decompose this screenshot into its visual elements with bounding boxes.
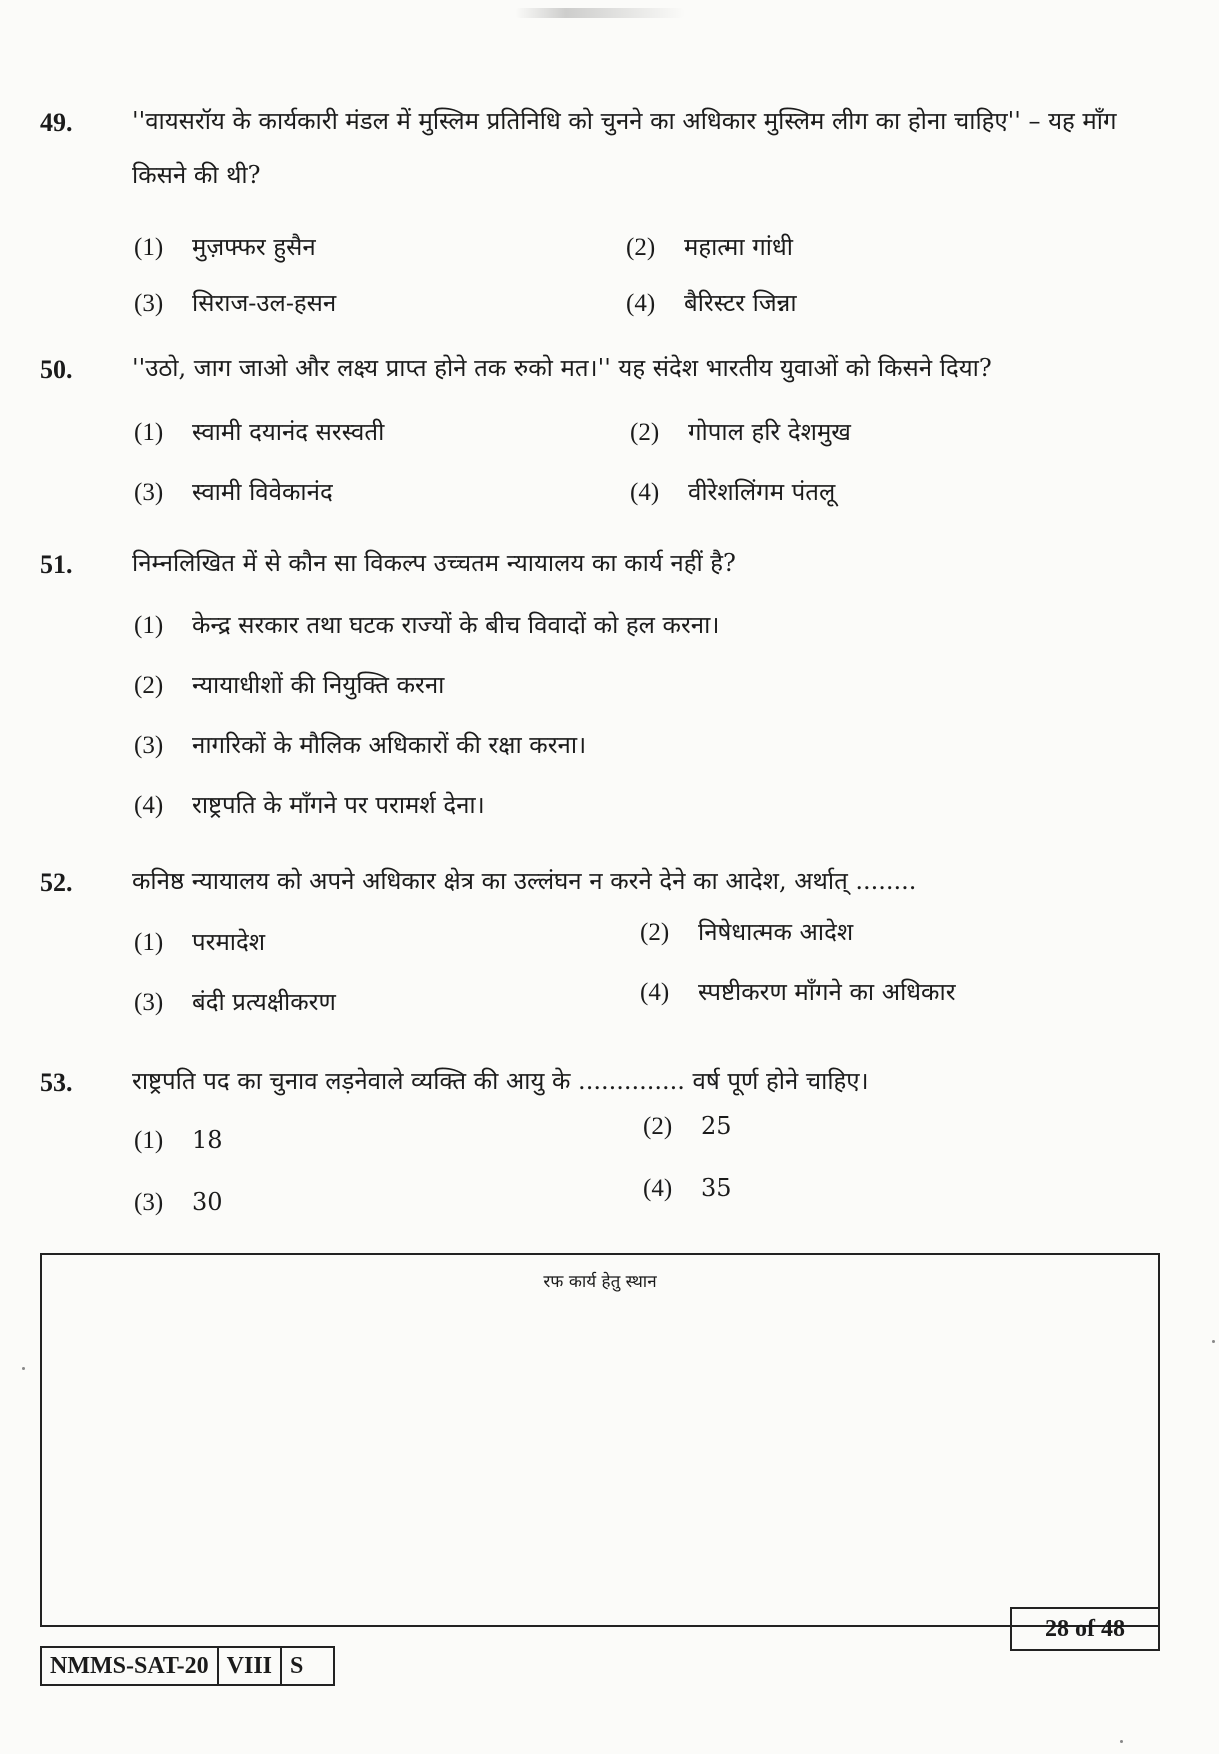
option-number: (2) (134, 672, 164, 699)
option-number: (3) (134, 1189, 164, 1216)
rough-work-box (40, 1253, 1160, 1627)
option-number: (2) (626, 234, 656, 261)
option-number: (1) (134, 929, 164, 956)
option-text: बंदी प्रत्यक्षीकरण (192, 988, 336, 1016)
option-53-4[interactable] (643, 1174, 732, 1203)
scan-speck (1120, 1740, 1123, 1743)
question-text: राष्ट्रपति पद का चुनाव लड़नेवाले व्यक्ति की आयु के .............. वर्ष पूर्ण होने चाहिए। (132, 1067, 869, 1095)
option-number: (4) (640, 979, 670, 1006)
set-code: S (290, 1653, 304, 1679)
option-text: स्पष्टीकरण माँगने का अधिकार (698, 978, 956, 1006)
option-number: (2) (630, 419, 660, 446)
question-number: 53. (40, 1068, 73, 1097)
option-number: (1) (134, 419, 164, 446)
question-number: 50. (40, 355, 73, 384)
option-number: (3) (134, 479, 164, 506)
class-code: VIII (219, 1648, 282, 1684)
question-text: निम्नलिखित में से कौन सा विकल्प उच्चतम न्यायालय का कार्य नहीं है? (132, 549, 736, 577)
option-53-1[interactable] (134, 1126, 223, 1155)
option-number: (1) (134, 1127, 164, 1154)
question-text: ''उठो, जाग जाओ और लक्ष्य प्राप्त होने तक रुको मत।'' यह संदेश भारतीय युवाओं को किसने दिया? (132, 354, 992, 382)
option-text: परमादेश (192, 928, 266, 956)
option-49-2[interactable] (626, 230, 793, 263)
option-text: केन्द्र सरकार तथा घटक राज्यों के बीच विवादों को हल करना। (192, 611, 720, 639)
option-text: स्वामी विवेकानंद (192, 478, 333, 506)
option-text: निषेधात्मक आदेश (698, 918, 854, 946)
option-number: (3) (134, 290, 164, 317)
option-text: 18 (192, 1126, 223, 1154)
option-number: (4) (134, 792, 164, 819)
option-text: 30 (192, 1188, 223, 1216)
option-50-3[interactable] (134, 475, 333, 508)
option-52-2[interactable] (640, 915, 853, 948)
page-number: 28 of 48 (1010, 1607, 1160, 1651)
question-text: कनिष्ठ न्यायालय को अपने अधिकार क्षेत्र का उल्लंघन न करने देने का आदेश, अर्थात् ........ (132, 867, 917, 895)
option-50-4[interactable] (630, 475, 835, 508)
option-52-3[interactable] (134, 985, 336, 1018)
option-number: (4) (643, 1175, 673, 1202)
option-51-1[interactable] (134, 608, 719, 641)
option-number: (1) (134, 234, 164, 261)
option-number: (3) (134, 989, 164, 1016)
option-number: (2) (643, 1113, 673, 1140)
option-text: स्वामी दयानंद सरस्वती (192, 418, 385, 446)
scan-smudge (515, 8, 685, 18)
option-number: (2) (640, 919, 670, 946)
option-text: गोपाल हरि देशमुख (688, 418, 851, 446)
option-text: वीरेशलिंगम पंतलू (688, 478, 836, 506)
option-text: राष्ट्रपति के माँगने पर परामर्श देना। (192, 791, 485, 819)
option-49-1[interactable] (134, 230, 316, 263)
option-53-2[interactable] (643, 1112, 732, 1141)
option-text: मुज़फ्फर हुसैन (192, 233, 316, 261)
option-50-1[interactable] (134, 415, 384, 448)
option-51-4[interactable] (134, 788, 485, 821)
option-text: नागरिकों के मौलिक अधिकारों की रक्षा करना। (192, 731, 587, 759)
option-49-3[interactable] (134, 286, 336, 319)
option-51-3[interactable] (134, 728, 586, 761)
exam-code-box (40, 1646, 335, 1686)
rough-work-title: रफ कार्य हेतु स्थान (543, 1272, 657, 1292)
question-number: 51. (40, 550, 73, 579)
option-number: (1) (134, 612, 164, 639)
option-text: 25 (701, 1112, 732, 1140)
option-text: सिराज-उल-हसन (192, 289, 337, 317)
option-52-1[interactable] (134, 925, 265, 958)
exam-code: NMMS-SAT-20 (42, 1648, 219, 1684)
option-text: बैरिस्टर जिन्ना (684, 289, 797, 317)
option-number: (4) (630, 479, 660, 506)
question-text: ''वायसरॉय के कार्यकारी मंडल में मुस्लिम प्रतिनिधि को चुनने का अधिकार मुस्लिम लीग का होना चाहिए'' – यह माँग किसने की थी? (132, 107, 1117, 189)
option-text: न्यायाधीशों की नियुक्ति करना (192, 671, 445, 699)
option-52-4[interactable] (640, 975, 956, 1008)
option-49-4[interactable] (626, 286, 797, 319)
scan-speck (1212, 1340, 1215, 1343)
question-number: 49. (40, 108, 73, 137)
option-number: (4) (626, 290, 656, 317)
question-number: 52. (40, 868, 73, 897)
option-text: महात्मा गांधी (684, 233, 793, 261)
option-number: (3) (134, 732, 164, 759)
option-50-2[interactable] (630, 415, 851, 448)
scan-speck (22, 1367, 25, 1370)
option-51-2[interactable] (134, 668, 444, 701)
option-text: 35 (701, 1174, 732, 1202)
option-53-3[interactable] (134, 1188, 223, 1217)
